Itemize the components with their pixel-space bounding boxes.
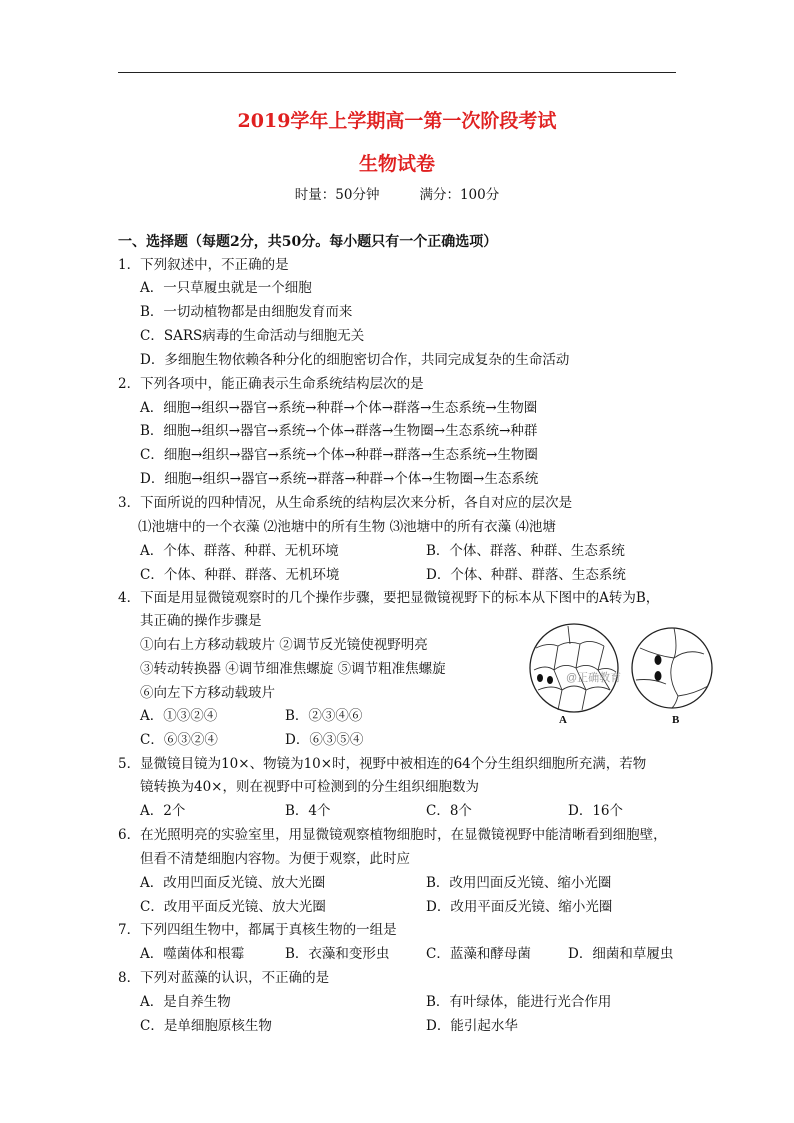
q2-option-d: D．细胞→组织→器官→系统→群落→种群→个体→生物圈→生态系统 — [140, 471, 539, 487]
header-rule — [118, 72, 676, 73]
q7-option-b: B．衣藻和变形虫 — [285, 946, 390, 962]
exam-subtitle: 生物试卷 — [358, 153, 435, 175]
field-a-watermark: @正确教育 — [566, 672, 622, 684]
q2-option-a: A．细胞→组织→器官→系统→种群→个体→群落→生态系统→生物圈 — [140, 400, 538, 416]
q5-option-b: B．4个 — [285, 803, 331, 819]
question-4-stem: 4．下面是用显微镜观察时的几个操作步骤，要把显微镜视野下的标本从下图中的A转为B， — [118, 590, 660, 606]
field-a-label: A — [559, 714, 567, 726]
question-1-stem: 1．下列叙述中，不正确的是 — [118, 257, 289, 273]
question-7-stem: 7．下列四组生物中，都属于真核生物的一组是 — [118, 922, 397, 938]
exam-time: 时量：50分钟 — [294, 187, 380, 203]
exam-meta — [0, 183, 794, 203]
q1-option-a: A．一只草履虫就是一个细胞 — [140, 280, 312, 296]
question-4-stem-cont: 其正确的操作步骤是 — [140, 613, 262, 629]
question-5-stem: 5．显微镜目镜为10×、物镜为10×时，视野中被相连的64个分生组织细胞所充满，若物 — [118, 756, 647, 772]
q3-sub-items: ⑴池塘中的一个衣藻 ⑵池塘中的所有生物 ⑶池塘中的所有衣藻 ⑷池塘 — [138, 519, 556, 535]
field-b-label: B — [672, 714, 680, 726]
q5-option-c: C．8个 — [426, 803, 472, 819]
q3-option-a: A．个体、群落、种群、无机环境 — [140, 543, 339, 559]
q7-option-d: D．细菌和草履虫 — [568, 946, 674, 962]
exam-score: 满分：100分 — [419, 187, 500, 203]
question-2-stem: 2．下列各项中，能正确表示生命系统结构层次的是 — [118, 376, 424, 392]
question-6-stem: 6．在光照明亮的实验室里，用显微镜观察植物细胞时，在显微镜视野中能清晰看到细胞壁， — [118, 827, 667, 843]
question-3-stem: 3．下面所说的四种情况，从生命系统的结构层次来分析，各自对应的层次是 — [118, 495, 573, 511]
q7-option-a: A．噬菌体和根霉 — [140, 946, 245, 962]
q7-option-c: C．蓝藻和酵母菌 — [426, 946, 531, 962]
q8-option-b: B．有叶绿体，能进行光合作用 — [426, 994, 612, 1010]
q4-step-line-1: ①向右上方移动载玻片 ②调节反光镜使视野明亮 — [140, 637, 428, 653]
q1-option-b: B．一切动植物都是由细胞发育而来 — [140, 304, 353, 320]
q5-option-d: D．16个 — [568, 803, 624, 819]
microscope-field-figure — [528, 618, 718, 728]
q6-option-a: A．改用凹面反光镜、放大光圈 — [140, 875, 326, 891]
q1-option-c: C．SARS病毒的生命活动与细胞无关 — [140, 328, 365, 344]
q6-option-b: B．改用凹面反光镜、缩小光圈 — [426, 875, 612, 891]
q4-step-line-2: ③转动转换器 ④调节细准焦螺旋 ⑤调节粗准焦螺旋 — [140, 661, 446, 677]
question-6-stem-cont: 但看不清楚细胞内容物。为便于观察，此时应 — [140, 851, 410, 867]
q3-option-d: D．个体、种群、群落、生态系统 — [426, 567, 626, 583]
question-8-stem: 8．下列对蓝藻的认识，不正确的是 — [118, 970, 330, 986]
q4-option-a: A．①③②④ — [140, 708, 218, 724]
field-a — [530, 624, 618, 712]
q4-step-line-3: ⑥向左下方移动载玻片 — [140, 685, 275, 701]
field-b — [632, 628, 712, 708]
q4-option-b: B．②③④⑥ — [285, 708, 363, 724]
q6-option-d: D．改用平面反光镜、缩小光圈 — [426, 899, 613, 915]
q2-option-b: B．细胞→组织→器官→系统→个体→群落→生物圈→生态系统→种群 — [140, 423, 538, 439]
q5-option-a: A．2个 — [140, 803, 186, 819]
q2-option-c: C．细胞→组织→器官→系统→个体→种群→群落→生态系统→生物圈 — [140, 447, 538, 463]
q1-option-d: D．多细胞生物依赖各种分化的细胞密切合作，共同完成复杂的生命活动 — [140, 352, 570, 368]
section-heading: 一、选择题（每题2分，共50分。每小题只有一个正确选项） — [118, 234, 498, 250]
q3-option-b: B．个体、群落、种群、生态系统 — [426, 543, 625, 559]
question-5-stem-cont: 镜转换为40×，则在视野中可检测到的分生组织细胞数为 — [140, 779, 479, 795]
q6-option-c: C．改用平面反光镜、放大光圈 — [140, 899, 326, 915]
q4-option-c: C．⑥③②④ — [140, 732, 218, 748]
q3-option-c: C．个体、种群、群落、无机环境 — [140, 567, 340, 583]
q8-option-a: A．是自养生物 — [140, 994, 231, 1010]
q8-option-d: D．能引起水华 — [426, 1018, 518, 1034]
q8-option-c: C．是单细胞原核生物 — [140, 1018, 272, 1034]
exam-title: 2019学年上学期高一第一次阶段考试 — [237, 110, 557, 132]
q4-option-d: D．⑥③⑤④ — [285, 732, 364, 748]
